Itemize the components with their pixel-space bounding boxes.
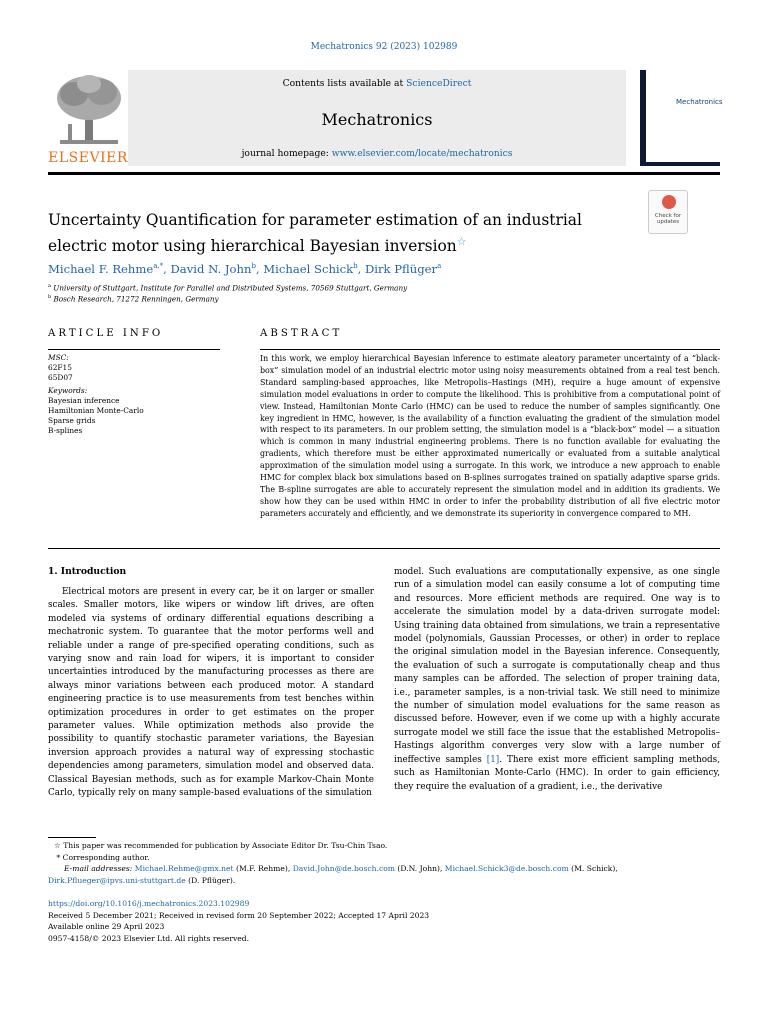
msc-code: 65D07 [48, 373, 73, 383]
email-owner: (M.F. Rehme), [236, 864, 291, 874]
bookmark-icon [662, 195, 676, 209]
elsevier-tree-icon [54, 74, 124, 146]
abstract-heading: ABSTRACT [260, 328, 343, 339]
elsevier-logo [48, 70, 128, 166]
footnote-emails-continued [48, 875, 720, 887]
cover-ifac-label: IFAC [646, 154, 655, 159]
email-owner: (M. Schick), [571, 864, 618, 874]
article-metadata [48, 898, 720, 944]
email-owner: (D. Pflüger). [188, 875, 236, 885]
journal-info-box [128, 70, 626, 166]
abstract-bottom-divider [48, 548, 720, 549]
doi-link[interactable]: https://doi.org/10.1016/j.mechatronics.2023.102989 [48, 899, 250, 908]
title-footnote-star-icon[interactable]: ☆ [456, 235, 467, 248]
footnote-divider [48, 837, 96, 838]
body-text: . There exist more efficient sampling methods, such as Hamiltonian Monte-Carlo (HMC). In order to gain efficiency, they require the evaluation of a gradient, i.e., the derivative [394, 754, 720, 792]
cover-panel [646, 70, 723, 162]
author-separator: , [255, 262, 264, 276]
author-link[interactable]: David N. John$^b$ [170, 262, 256, 276]
msc-code: 62F15 [48, 363, 72, 373]
affiliation: $^a$ University of Stuttgart, Institute for Parallel and Distributed Systems, 70569 Stuttgart, Germany [48, 283, 408, 293]
email-link[interactable]: Michael.Rehme@gmx.net [134, 864, 234, 874]
email-label: E-mail addresses: [64, 864, 133, 874]
journal-reference-link[interactable]: Mechatronics 92 (2023) 102989 [310, 42, 458, 52]
author-list [48, 262, 441, 276]
check-for-updates-label: Check for updates [654, 213, 682, 225]
author-affil-mark: a [437, 262, 442, 271]
footnote-emails [48, 863, 720, 875]
body-column-right [394, 566, 720, 794]
contents-line [128, 78, 626, 89]
section-heading-introduction: 1. Introduction [48, 566, 127, 577]
check-for-updates-button[interactable] [648, 190, 688, 234]
author-separator: , [357, 262, 365, 276]
author-separator: , [163, 262, 171, 276]
journal-name: Mechatronics [321, 110, 433, 129]
email-owner: (D.N. John), [397, 864, 443, 874]
author-affil-mark: b [251, 262, 256, 271]
abstract-divider [260, 349, 720, 350]
email-link[interactable]: Michael.Schick3@de.bosch.com [444, 864, 569, 874]
contents-prefix: Contents lists available at [282, 78, 407, 89]
footnote-corresponding: * Corresponding author. [56, 852, 150, 862]
cover-title: Mechatronics [676, 98, 723, 106]
email-link[interactable]: David.John@de.bosch.com [292, 864, 395, 874]
abstract-text: In this work, we employ hierarchical Bayesian inference to estimate aleatory parameter uncertainty of a “black-box” simulation model of an industrial electric motor using noisy measurements obtained from a real test bench. Standard sampling-based approaches, like Metropolis–Hastings (MH), require a huge amount of expensive simulation model evaluations in order to compute the likelihood. This is prohibitive from a computational point of view. Instead, Hamiltonian Monte Carlo (HMC) can be used to reduce the number of samples significantly. One key ingredient in HMC, however, is the availability of a function evaluating the gradient of the simulation model with respect to its parameters. In our problem setting, the simulation model is a “black-box” model — a situation which is common in many industrial engineering problems. There is no function available for evaluating the gradients, which therefore must be either approximated numerically or evaluated from a suitable analytical approximation of the simulation model using a surrogate. In this work, we introduce a new approach to enable HMC for complex black box simulations based on B-splines surrogates trained on spatially adaptive sparse grids. The B-spline surrogates are able to accurately represent the simulation model and in addition its gradients. We show how they can be used within HMC in order to infer the probability distribution of all five electric motor parameters accurately and efficiently, and we demonstrate its superiority in convergence compared to MH. [260, 354, 720, 518]
keyword: Bayesian inference [48, 395, 120, 405]
paper-title [48, 210, 628, 257]
keyword: B-splines [48, 426, 83, 436]
paper-title-text: Uncertainty Quantification for parameter estimation of an industrial electric motor using hierarchical Bayesian inversion [48, 211, 582, 256]
footnote-star-icon: ☆ [54, 841, 61, 850]
article-info-divider [48, 349, 220, 350]
article-info-heading: ARTICLE INFO [48, 328, 164, 339]
author-link[interactable]: Michael F. Rehme$^{a,*}$ [48, 262, 164, 276]
author-affil-mark: a,* [153, 262, 164, 271]
keyword: Sparse grids [48, 416, 96, 426]
author-link[interactable]: Dirk Pflüger$^a$ [365, 262, 442, 276]
keywords-label: Keywords: [48, 385, 88, 395]
homepage-line [128, 148, 626, 159]
journal-cover-image[interactable] [640, 70, 723, 166]
author-affil-mark: b [353, 262, 358, 271]
footnote-recommendation: ☆ This paper was recommended for publication by Associate Editor Dr. Tsu-Chin Tsao. [54, 841, 388, 850]
received-dates: Received 5 December 2021; Received in revised form 20 September 2022; Accepted 17 April 2023 [48, 910, 430, 920]
footnotes [48, 840, 720, 886]
citation-link[interactable]: [1] [486, 754, 500, 765]
header-divider [48, 172, 720, 175]
online-date: Available online 29 April 2023 [48, 922, 165, 932]
homepage-prefix: journal homepage: [241, 148, 332, 159]
msc-label: MSC: [48, 353, 69, 362]
copyright: 0957-4158/© 2023 Elsevier Ltd. All rights reserved. [48, 933, 250, 943]
body-column-left: Electrical motors are present in every car, be it on larger or smaller scales. Smaller motors, like wipers or window lift drives, are often modeled via systems of ordinary differential equations describing a mechatronic system. To guarantee that the motor performs well and reliable under a range of pre-specified operating conditions, such as varying snow and rain load for wipers, it is important to consider uncertainties introduced by the manufacturing processes as there are always minor variations between each produced motor. A standard engineering practice is to use measurements from test benches within optimization procedures in order to get estimates on the proper parameter values. While optimization methods also provide the possibility to quantify stochastic parameter variations, the Bayesian inversion approach provides a natural way of expressing stochastic dependencies among parameters, simulation model and observed data. Classical Bayesian methods, such as for example Markov-Chain Monte Carlo, typically rely on many sample-based evaluations of the simulation [48, 587, 374, 799]
body-text: model. Such evaluations are computationally expensive, as one single run of a simulation model can easily consume a lot of computing time and resources. More efficient methods are required. One way is to accelerate the simulation model by a data-driven surrogate model: Using training data obtained from simulations, we train a representative model (polynomials, Gaussian Processes, or other) in order to replace the original simulation model in the Bayesian inference. Consequently, the evaluation of such a surrogate is computationally cheap and thus many samples can be afforded. The selection of proper training data, i.e., parameter samples, is a non-trivial task. We still need to minimize the number of simulation model evaluations for the same reason as discussed before. However, even if we come up with a highly accurate surrogate model we still face the issue that the established Metropolis–Hastings algorithm converges very slow with a large number of ineffective samples [394, 567, 720, 765]
article-info [48, 353, 220, 437]
journal-header [48, 70, 723, 170]
email-link[interactable]: Dirk.Pflueger@ipvs.uni-stuttgart.de [48, 875, 186, 885]
homepage-link[interactable]: www.elsevier.com/locate/mechatronics [331, 148, 513, 159]
elsevier-wordmark: ELSEVIER [48, 150, 128, 166]
keyword: Hamiltonian Monte-Carlo [48, 406, 144, 416]
sciencedirect-link[interactable]: ScienceDirect [406, 78, 472, 89]
affiliation: $^b$ Bosch Research, 71272 Renningen, Germany [48, 294, 219, 304]
author-link[interactable]: Michael Schick$^b$ [263, 262, 358, 276]
